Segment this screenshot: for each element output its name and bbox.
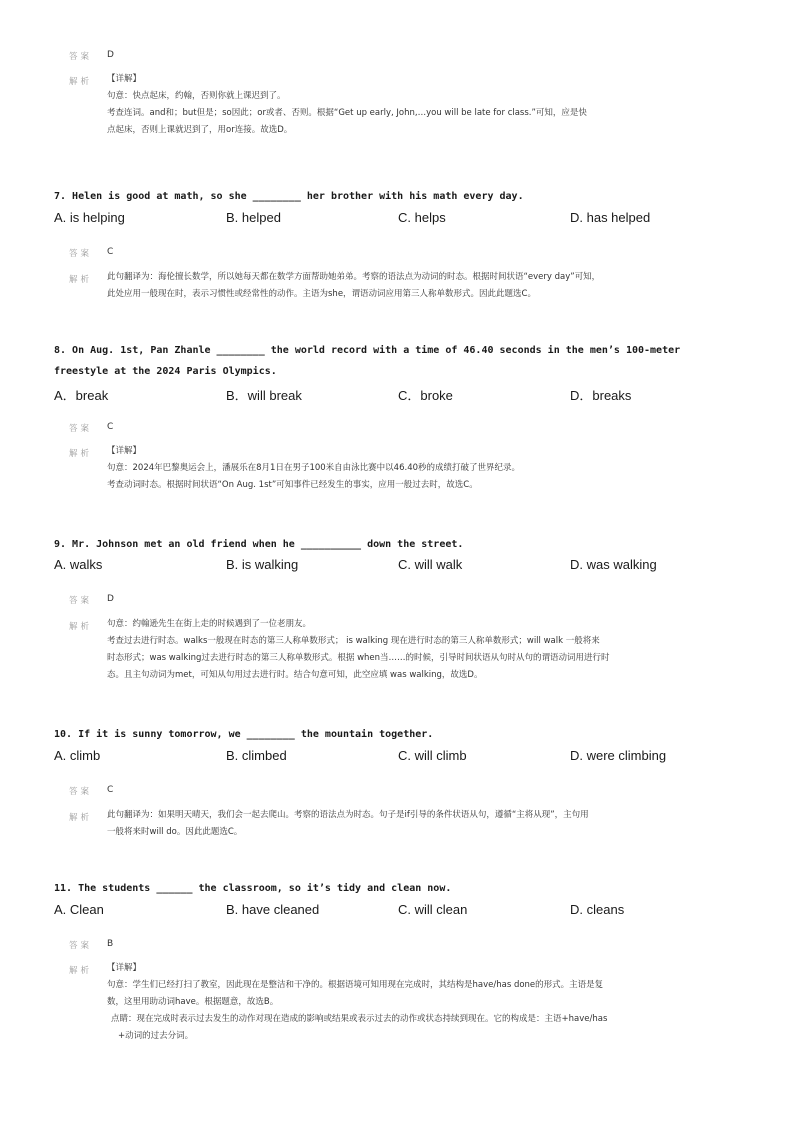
answer-label: 答案 [69, 787, 93, 797]
option-a: A. walks [54, 557, 103, 572]
analysis-line: 句意：快点起床，约翰，否则你就上课迟到了。 [107, 91, 286, 101]
option-d: D. has helped [570, 210, 651, 225]
analysis-line: 态。且主句动词为met，可知从句用过去进行时。结合句意可知，此空应填 was walking，故选D。 [107, 670, 483, 680]
answer-label: 答案 [69, 941, 93, 951]
option-d: D. cleans [570, 902, 625, 917]
option-c: C. helps [398, 210, 446, 225]
analysis-line: 时态形式；was walking过去进行时态的第三人称单数形式。根据 when当……的时候，引导时间状语从句时从句的谓语动词用进行时 [107, 653, 610, 663]
option-c: C. will walk [398, 557, 463, 572]
analysis-text [107, 616, 727, 684]
answer-label: 答案 [69, 596, 93, 606]
analysis-label: 解析 [69, 813, 93, 823]
answer-label: 答案 [69, 424, 93, 434]
analysis-line: 一般将来时will do。因此此题选C。 [107, 827, 243, 837]
analysis-line: 句意：学生们已经打扫了教室，因此现在是整洁和干净的。根据语境可知用现在完成时，其结构是have/has done的形式。主语是复 [107, 980, 604, 990]
analysis-line: 考查过去进行时态。walks一般现在时态的第三人称单数形式； is walking 现在进行时态的第三人称单数形式；will walk 一般将来 [107, 636, 600, 646]
analysis-text [107, 71, 727, 139]
analysis-line: 【详解】 [107, 74, 142, 84]
answer-value: B [107, 939, 114, 949]
answer-label: 答案 [69, 52, 93, 62]
question-text: 9. Mr. Johnson met an old friend when he __________ down the street. [54, 539, 464, 550]
analysis-line: 考查动词时态。根据时间状语“On Aug. 1st”可知事件已经发生的事实，应用一般过去时，故选C。 [107, 480, 478, 490]
option-b: B. climbed [226, 748, 287, 763]
analysis-line: 此句翻译为：海伦擅长数学，所以她每天都在数学方面帮助她弟弟。考察的语法点为动词的时态。根据时间状语“every day”可知， [107, 272, 601, 282]
answer-value: C [107, 785, 114, 795]
question-text: 7. Helen is good at math, so she ________ her brother with his math every day. [54, 191, 524, 202]
analysis-line: 此句翻译为：如果明天晴天，我们会一起去爬山。考察的语法点为时态。句子是if引导的条件状语从句，遵循“主将从现”，主句用 [107, 810, 589, 820]
answer-value: C [107, 422, 114, 432]
analysis-line: 数，这里用助动词have。根据题意，故选B。 [107, 997, 279, 1007]
option-c: C. will climb [398, 748, 467, 763]
option-a: A. is helping [54, 210, 125, 225]
analysis-label: 解析 [69, 77, 93, 87]
analysis-label: 解析 [69, 966, 93, 976]
option-a: A．break [54, 388, 109, 403]
option-d: D. was walking [570, 557, 657, 572]
analysis-label: 解析 [69, 449, 93, 459]
analysis-text [107, 269, 727, 303]
analysis-line: 【详解】 [107, 446, 142, 456]
option-row [54, 902, 754, 922]
analysis-text [107, 807, 727, 841]
option-b: B．will break [226, 388, 302, 403]
analysis-line: 此处应用一般现在时，表示习惯性或经常性的动作。主语为she，谓语动词应用第三人称单数形式。因此此题选C。 [107, 289, 536, 299]
analysis-text [107, 443, 727, 494]
option-b: B. is walking [226, 557, 299, 572]
answer-value: D [107, 50, 114, 60]
analysis-line: 【详解】 [107, 963, 142, 973]
option-c: C. will clean [398, 902, 468, 917]
option-d: D. were climbing [570, 748, 667, 763]
analysis-label: 解析 [69, 622, 93, 632]
analysis-line: 句意：约翰逊先生在街上走的时候遇到了一位老朋友。 [107, 619, 312, 629]
answer-value: D [107, 594, 114, 604]
option-row [54, 210, 754, 230]
analysis-line: 点睛：现在完成时表示过去发生的动作对现在造成的影响或结果或表示过去的动作或状态持续到现在。它的构成是：主语+have/has [111, 1014, 608, 1024]
option-b: B. helped [226, 210, 281, 225]
option-a: A. climb [54, 748, 101, 763]
analysis-line: 句意：2024年巴黎奥运会上，潘展乐在8月1日在男子100米自由泳比赛中以46.40秒的成绩打破了世界纪录。 [107, 463, 521, 473]
question-text: 10. If it is sunny tomorrow, we ________ the mountain together. [54, 729, 434, 740]
analysis-text [107, 960, 727, 1045]
question-text: 8. On Aug. 1st, Pan Zhanle ________ the world record with a time of 46.40 seconds in the men’s 100-meter freestyle at the 2024 Paris Olympics. [54, 345, 681, 377]
answer-label: 答案 [69, 249, 93, 259]
analysis-line: +动词的过去分词。 [118, 1031, 194, 1041]
option-row [54, 748, 754, 768]
option-b: B. have cleaned [226, 902, 320, 917]
analysis-line: 点起床，否则上课就迟到了，用or连接。故选D。 [107, 125, 293, 135]
analysis-line: 考查连词。and和；but但是；so因此；or或者、否则。根据“Get up early, John,…you will be late for class.”可知，应是快 [107, 108, 587, 118]
option-row [54, 557, 754, 577]
option-a: A. Clean [54, 902, 104, 917]
option-c: C．broke [398, 388, 453, 403]
answer-value: C [107, 247, 114, 257]
option-row [54, 385, 754, 405]
option-d: D．breaks [570, 388, 632, 403]
analysis-label: 解析 [69, 275, 93, 285]
question-text: 11. The students ______ the classroom, so it’s tidy and clean now. [54, 883, 452, 894]
